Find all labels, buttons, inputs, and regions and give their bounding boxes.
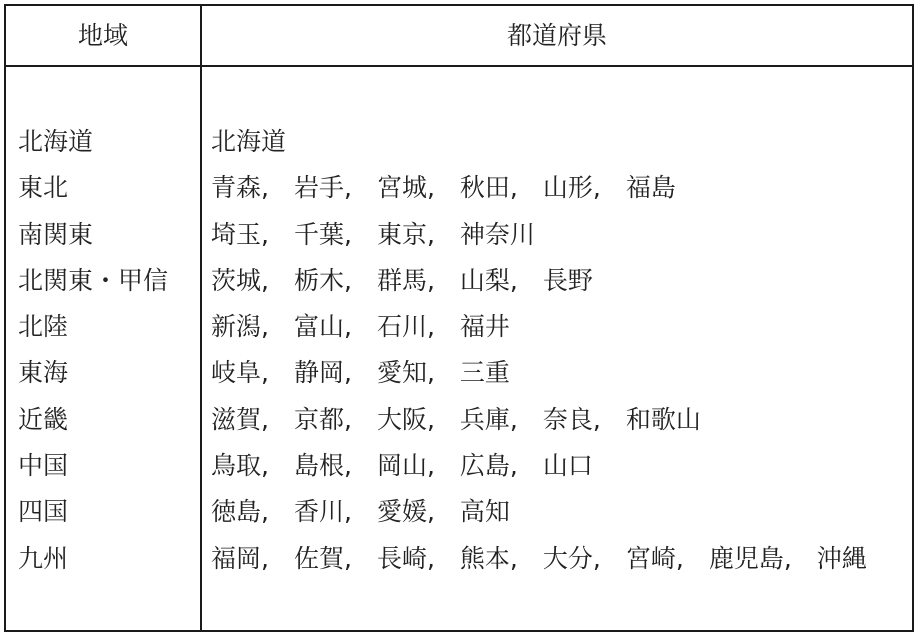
prefecture-name: 長崎 — [376, 543, 427, 573]
prefecture-name: 秋田 — [459, 173, 510, 203]
prefecture-name: 茨城 — [211, 265, 262, 295]
prefecture-name: 静岡 — [293, 358, 344, 388]
separator: , — [343, 173, 377, 203]
prefectures-cell — [211, 443, 593, 489]
separator: , — [343, 404, 377, 434]
table-row — [6, 304, 912, 350]
prefecture-name: 岩手 — [293, 173, 344, 203]
separator: , — [343, 497, 377, 527]
separator: , — [261, 451, 294, 481]
prefecture-name: 鹿児島 — [708, 543, 784, 573]
prefecture-name: 大阪 — [376, 404, 427, 434]
table-row — [6, 212, 912, 258]
separator: , — [509, 451, 543, 481]
prefectures-cell — [211, 258, 593, 304]
separator: , — [343, 219, 377, 249]
prefecture-name: 長野 — [542, 265, 593, 295]
table-row — [6, 489, 912, 535]
prefectures-cell — [211, 212, 535, 258]
table-body — [6, 119, 912, 582]
prefecture-name: 群馬 — [376, 265, 427, 295]
separator: , — [509, 173, 543, 203]
region-cell: 四国 — [18, 497, 69, 527]
separator: , — [592, 543, 626, 573]
prefecture-name: 新潟 — [211, 312, 262, 342]
prefectures-cell — [211, 304, 510, 350]
prefecture-name: 千葉 — [293, 219, 344, 249]
separator: , — [343, 358, 377, 388]
prefecture-name: 東京 — [376, 219, 427, 249]
separator: , — [592, 404, 626, 434]
table-row — [6, 350, 912, 396]
prefecture-name: 大分 — [542, 543, 593, 573]
table-row — [6, 119, 912, 165]
separator: , — [426, 173, 460, 203]
prefecture-name: 山形 — [542, 173, 593, 203]
separator: , — [509, 404, 543, 434]
prefecture-name: 埼玉 — [211, 219, 262, 249]
prefectures-cell — [211, 119, 286, 165]
header-region: 地域 — [77, 21, 128, 50]
prefecture-name: 石川 — [376, 312, 427, 342]
prefecture-name: 京都 — [293, 404, 344, 434]
separator: , — [343, 451, 377, 481]
separator: , — [509, 543, 543, 573]
region-cell: 九州 — [18, 543, 69, 573]
separator: , — [261, 173, 294, 203]
table-row — [6, 397, 912, 443]
separator: , — [426, 543, 460, 573]
prefecture-name: 神奈川 — [459, 219, 535, 249]
header-divider — [6, 65, 912, 67]
prefecture-name: 愛知 — [376, 358, 427, 388]
separator: , — [261, 219, 294, 249]
prefecture-name: 香川 — [293, 497, 344, 527]
separator: , — [426, 265, 460, 295]
separator: , — [261, 404, 294, 434]
region-cell: 東海 — [18, 358, 69, 388]
region-cell: 中国 — [18, 451, 69, 481]
region-cell: 北陸 — [18, 312, 69, 342]
region-prefecture-table — [4, 4, 914, 632]
prefecture-name: 佐賀 — [293, 543, 344, 573]
separator: , — [675, 543, 709, 573]
prefecture-name: 沖縄 — [816, 543, 867, 573]
prefecture-name: 青森 — [211, 173, 262, 203]
separator: , — [261, 497, 294, 527]
prefecture-name: 島根 — [293, 451, 344, 481]
separator: , — [261, 265, 294, 295]
prefecture-name: 福島 — [625, 173, 676, 203]
prefecture-name: 福井 — [459, 312, 510, 342]
prefecture-name: 岐阜 — [211, 358, 262, 388]
prefecture-name: 三重 — [459, 358, 510, 388]
prefecture-name: 高知 — [459, 497, 510, 527]
prefecture-name: 愛媛 — [376, 497, 427, 527]
separator: , — [261, 543, 294, 573]
prefecture-name: 福岡 — [211, 543, 262, 573]
prefecture-name: 山梨 — [459, 265, 510, 295]
separator: , — [426, 219, 460, 249]
prefectures-cell — [211, 489, 510, 535]
table-row — [6, 258, 912, 304]
separator: , — [343, 312, 377, 342]
separator: , — [426, 451, 460, 481]
region-cell: 南関東 — [18, 219, 94, 249]
prefecture-name: 鳥取 — [211, 451, 262, 481]
table-row — [6, 165, 912, 211]
separator: , — [426, 312, 460, 342]
prefecture-name: 北海道 — [211, 127, 287, 156]
prefecture-name: 山口 — [542, 451, 593, 481]
region-cell: 近畿 — [18, 404, 69, 434]
prefectures-cell — [211, 397, 701, 443]
prefecture-name: 兵庫 — [459, 404, 510, 434]
header-prefectures: 都道府県 — [506, 21, 607, 50]
separator: , — [426, 404, 460, 434]
prefectures-cell — [211, 536, 867, 582]
prefectures-cell — [211, 165, 676, 211]
prefecture-name: 滋賀 — [211, 404, 262, 434]
prefecture-name: 富山 — [293, 312, 344, 342]
prefecture-name: 岡山 — [376, 451, 427, 481]
separator: , — [343, 543, 377, 573]
prefecture-name: 奈良 — [542, 404, 593, 434]
separator: , — [509, 265, 543, 295]
prefecture-name: 徳島 — [211, 497, 262, 527]
region-cell: 東北 — [18, 173, 69, 203]
region-cell: 北関東・甲信 — [18, 265, 169, 295]
prefecture-name: 宮崎 — [625, 543, 676, 573]
separator: , — [592, 173, 626, 203]
prefectures-cell — [211, 350, 510, 396]
prefecture-name: 栃木 — [293, 265, 344, 295]
separator: , — [426, 358, 460, 388]
separator: , — [426, 497, 460, 527]
region-cell: 北海道 — [18, 127, 94, 156]
prefecture-name: 宮城 — [376, 173, 427, 203]
separator: , — [783, 543, 817, 573]
separator: , — [343, 265, 377, 295]
prefecture-name: 広島 — [459, 451, 510, 481]
separator: , — [261, 312, 294, 342]
prefecture-name: 和歌山 — [625, 404, 701, 434]
separator: , — [261, 358, 294, 388]
table-row — [6, 443, 912, 489]
table-row — [6, 536, 912, 582]
prefecture-name: 熊本 — [459, 543, 510, 573]
